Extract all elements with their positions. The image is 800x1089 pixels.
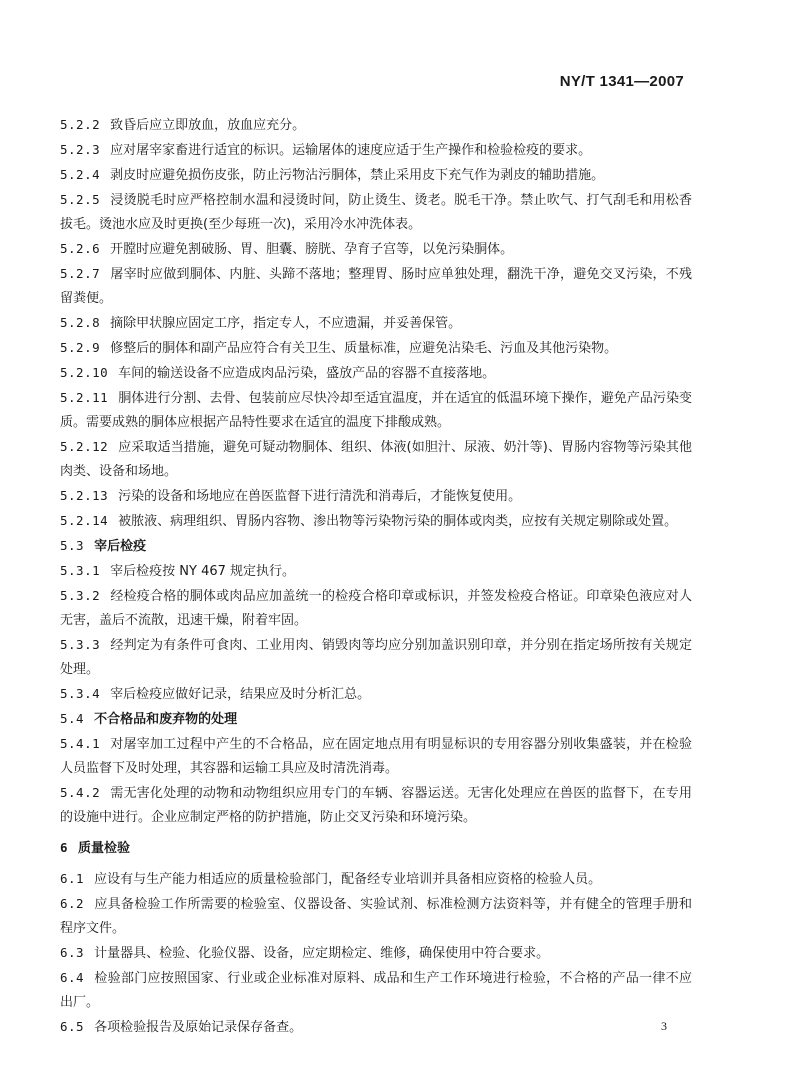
clause-5-2-14 <box>60 509 692 534</box>
clause-6-4 <box>60 966 692 1015</box>
clause-text: 计量器具、检验、化验仪器、设备，应定期检定、维修，确保使用中符合要求。 <box>94 946 550 961</box>
clause-5-2-8 <box>60 311 692 336</box>
clause-text: 经判定为有条件可食肉、工业用肉、销毁肉等均应分别加盖识别印章，并分别在指定场所按有关规定处理。 <box>60 638 692 677</box>
clause-text: 被脓液、病理组织、胃肠内容物、渗出物等污染物污染的胴体或肉类，应按有关规定剔除或处置。 <box>118 514 678 529</box>
clause-5-3-3 <box>60 633 692 682</box>
clause-text: 应采取适当措施，避免可疑动物胴体、组织、体液(如胆汁、尿液、奶汁等)、胃肠内容物等污染其他肉类、设备和场地。 <box>60 440 692 479</box>
heading-number: 5.3 <box>60 538 85 553</box>
clause-text: 对屠宰加工过程中产生的不合格品，应在固定地点用有明显标识的专用容器分别收集盛装，并在检验人员监督下及时处理，其容器和运输工具应及时清洗消毒。 <box>60 737 692 776</box>
clause-text: 修整后的胴体和副产品应符合有关卫生、质量标准，应避免沾染毛、污血及其他污染物。 <box>110 341 618 356</box>
heading-text: 宰后检疫 <box>94 539 147 554</box>
clause-6-5 <box>60 1015 692 1040</box>
standard-code: NY/T 1341—2007 <box>559 73 684 90</box>
heading-5-4 <box>60 707 692 732</box>
heading-5-3 <box>60 534 692 559</box>
clause-5-2-13 <box>60 484 692 509</box>
clause-number: 6.2 <box>60 896 85 911</box>
clause-text: 检验部门应按照国家、行业或企业标准对原料、成品和生产工作环境进行检验，不合格的产品一律不应出厂。 <box>60 971 692 1010</box>
clause-6-1 <box>60 867 692 892</box>
clause-text: 各项检验报告及原始记录保存备查。 <box>94 1020 303 1035</box>
clause-text: 开膛时应避免割破肠、胃、胆囊、膀胱、孕育子宫等，以免污染胴体。 <box>110 242 514 257</box>
clause-5-2-4 <box>60 163 692 188</box>
clause-number: 5.2.3 <box>60 142 101 157</box>
clause-text: 污染的设备和场地应在兽医监督下进行清洗和消毒后，才能恢复使用。 <box>118 489 522 504</box>
clause-5-2-3 <box>60 138 692 163</box>
clause-5-2-11 <box>60 386 692 435</box>
clause-number: 5.2.6 <box>60 241 101 256</box>
clause-number: 5.3.4 <box>60 686 101 701</box>
clause-number: 5.4.2 <box>60 785 101 800</box>
clause-number: 5.2.11 <box>60 390 109 405</box>
clause-number: 5.3.3 <box>60 637 101 652</box>
clause-5-4-1 <box>60 732 692 781</box>
clause-5-2-9 <box>60 336 692 361</box>
clause-text: 胴体进行分割、去骨、包装前应尽快冷却至适宜温度，并在适宜的低温环境下操作，避免产品污染变质。需要成熟的胴体应根据产品特性要求在适宜的温度下排酸成熟。 <box>60 391 692 430</box>
clause-text: 应具备检验工作所需要的检验室、仪器设备、实验试剂、标准检测方法资料等，并有健全的管理手册和程序文件。 <box>60 897 692 936</box>
clause-number: 5.2.13 <box>60 488 109 503</box>
clause-text: 车间的输送设备不应造成肉品污染，盛放产品的容器不直接落地。 <box>118 366 496 381</box>
clause-5-3-4 <box>60 682 692 707</box>
clause-number: 5.3.2 <box>60 588 101 603</box>
section-6-heading <box>60 836 692 861</box>
clause-number: 5.2.7 <box>60 266 101 281</box>
clause-number: 5.2.8 <box>60 315 101 330</box>
clause-6-3 <box>60 941 692 966</box>
clause-text: 经检疫合格的胴体或肉品应加盖统一的检疫合格印章或标识，并签发检疫合格证。印章染色液应对人无害，盖后不流散，迅速干燥，附着牢固。 <box>60 589 692 628</box>
clause-number: 5.2.10 <box>60 365 109 380</box>
page-number: 3 <box>661 1019 667 1033</box>
clause-text: 屠宰时应做到胴体、内脏、头蹄不落地；整理胃、肠时应单独处理，翻洗干净，避免交叉污染，不残留粪便。 <box>60 267 692 306</box>
clause-5-3-2 <box>60 584 692 633</box>
section-number: 6 <box>60 840 69 855</box>
clause-text: 应对屠宰家畜进行适宜的标识。运输屠体的速度应适于生产操作和检验检疫的要求。 <box>110 143 592 158</box>
clause-6-2 <box>60 892 692 941</box>
clause-number: 6.1 <box>60 871 85 886</box>
clause-number: 6.4 <box>60 970 85 985</box>
clause-text: 摘除甲状腺应固定工序，指定专人，不应遗漏，并妥善保管。 <box>110 316 462 331</box>
clause-5-2-10 <box>60 361 692 386</box>
clause-number: 5.2.9 <box>60 340 101 355</box>
clause-text: 需无害化处理的动物和动物组织应用专门的车辆、容器运送。无害化处理应在兽医的监督下，在专用的设施中进行。企业应制定严格的防护措施，防止交叉污染和环境污染。 <box>60 786 692 825</box>
clause-number: 5.2.4 <box>60 167 101 182</box>
clause-5-2-7 <box>60 262 692 311</box>
clause-number: 5.2.14 <box>60 513 109 528</box>
clause-number: 5.4.1 <box>60 736 101 751</box>
clause-number: 6.3 <box>60 945 85 960</box>
clause-text: 浸烫脱毛时应严格控制水温和浸烫时间，防止烫生、烫老。脱毛干净。禁止吹气、打气刮毛和用松香拔毛。烫池水应及时更换(至少每班一次)，采用冷水冲洗体表。 <box>60 193 692 232</box>
section-title: 质量检验 <box>78 841 131 856</box>
clause-5-2-12 <box>60 435 692 484</box>
clause-number: 6.5 <box>60 1019 85 1034</box>
clause-text: 剥皮时应避免损伤皮张，防止污物沾污胴体，禁止采用皮下充气作为剥皮的辅助措施。 <box>110 168 605 183</box>
clause-number: 5.2.5 <box>60 192 101 207</box>
clause-5-3-1 <box>60 559 692 584</box>
document-body <box>60 113 692 1040</box>
clause-text: 宰后检疫按 NY 467 规定执行。 <box>110 564 296 579</box>
clause-5-2-6 <box>60 237 692 262</box>
clause-5-4-2 <box>60 781 692 830</box>
clause-number: 5.3.1 <box>60 563 101 578</box>
heading-text: 不合格品和废弃物的处理 <box>94 712 238 727</box>
heading-number: 5.4 <box>60 711 85 726</box>
clause-5-2-2 <box>60 113 692 138</box>
clause-number: 5.2.2 <box>60 117 101 132</box>
clause-text: 致昏后应立即放血，放血应充分。 <box>110 118 306 133</box>
clause-number: 5.2.12 <box>60 439 109 454</box>
clause-text: 应设有与生产能力相适应的质量检验部门，配备经专业培训并具备相应资格的检验人员。 <box>94 872 602 887</box>
clause-text: 宰后检疫应做好记录，结果应及时分析汇总。 <box>110 687 371 702</box>
clause-5-2-5 <box>60 188 692 237</box>
